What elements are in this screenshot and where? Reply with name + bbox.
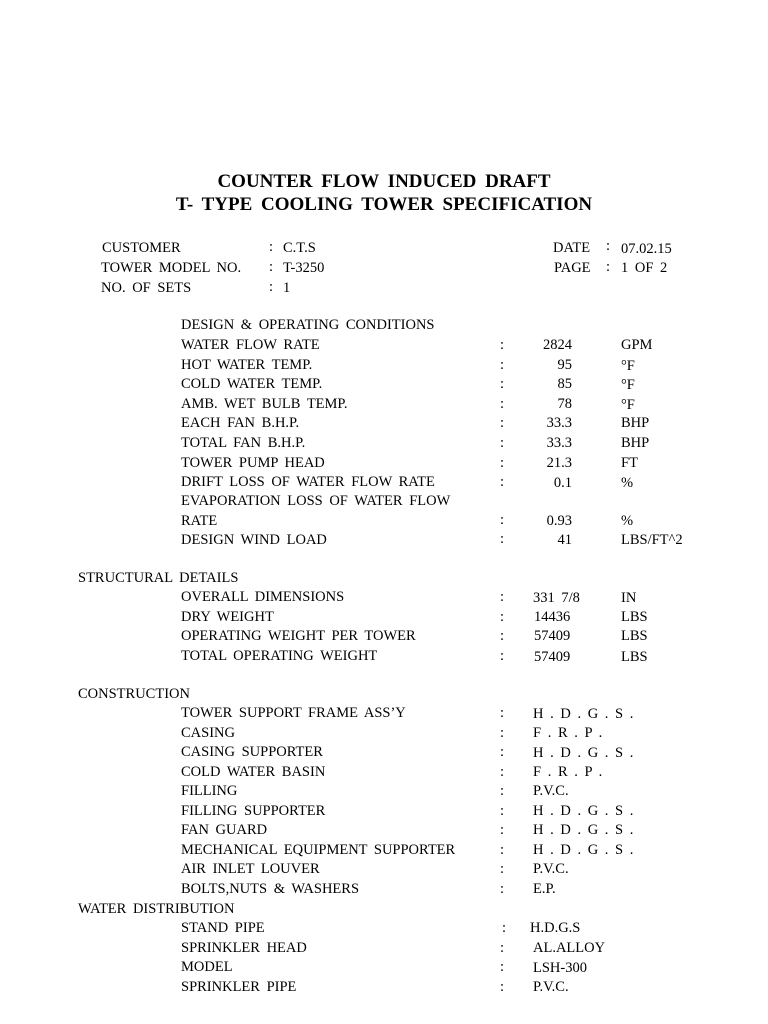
water-row-value: H.D.G.S — [530, 920, 581, 936]
design-heading: DESIGN & OPERATING CONDITIONS — [181, 317, 435, 333]
water-row-label: STAND PIPE — [181, 920, 265, 936]
construction-row-colon: : — [500, 744, 505, 760]
date-label: DATE — [553, 240, 591, 256]
design-row-value: 33.3 — [546, 415, 572, 431]
construction-row-label: FAN GUARD — [181, 822, 268, 838]
design-row-unit: GPM — [621, 337, 653, 353]
tower-model-colon: : — [269, 259, 274, 275]
design-row-unit: FT — [621, 455, 638, 471]
structural-row-value: 14436 — [534, 609, 571, 625]
construction-row-colon: : — [500, 725, 505, 741]
construction-row-colon: : — [500, 822, 505, 838]
no-of-sets-label: NO. OF SETS — [101, 280, 192, 296]
design-row-value: 85 — [557, 376, 572, 392]
construction-row-value: F . R . P . — [533, 725, 603, 741]
design-row-value: 95 — [557, 357, 572, 373]
design-row-unit: °F — [621, 358, 635, 374]
structural-row-value: 57409 — [534, 649, 571, 665]
wind-value: 41 — [557, 532, 572, 548]
structural-row-unit: IN — [621, 590, 637, 606]
structural-row-colon: : — [500, 609, 505, 625]
construction-row-value: H . D . G . S . — [533, 706, 634, 722]
construction-row-colon: : — [500, 705, 505, 721]
page-label: PAGE — [554, 260, 591, 276]
water-row-colon: : — [502, 920, 507, 936]
water-row-label: MODEL — [181, 959, 233, 975]
date-colon: : — [606, 238, 611, 254]
design-row-label: DRIFT LOSS OF WATER FLOW RATE — [181, 474, 435, 490]
design-row-label: HOT WATER TEMP. — [181, 357, 313, 373]
water-row-value: LSH-300 — [533, 960, 587, 976]
customer-colon: : — [269, 239, 274, 255]
construction-row-colon: : — [500, 842, 505, 858]
evap-value: 0.93 — [546, 513, 572, 529]
design-row-unit: BHP — [621, 415, 650, 431]
construction-row-value: H . D . G . S . — [533, 745, 634, 761]
construction-row-value: P.V.C. — [533, 861, 569, 877]
construction-row-label: BOLTS,NUTS & WASHERS — [181, 881, 360, 897]
construction-row-colon: : — [500, 783, 505, 799]
wind-colon: : — [500, 531, 505, 547]
structural-row-label: DRY WEIGHT — [181, 609, 274, 625]
design-row-label: TOWER PUMP HEAD — [181, 455, 325, 471]
tower-model-value: T-3250 — [283, 260, 325, 276]
design-row-colon: : — [500, 337, 505, 353]
evap-colon: : — [500, 512, 505, 528]
design-row-colon: : — [500, 455, 505, 471]
no-of-sets-value: 1 — [283, 280, 291, 296]
water-row-label: SPRINKLER HEAD — [181, 940, 307, 956]
construction-row-colon: : — [500, 764, 505, 780]
no-of-sets-colon: : — [269, 279, 274, 295]
construction-heading: CONSTRUCTION — [78, 686, 190, 702]
structural-row-unit: LBS — [621, 649, 648, 665]
design-row-unit: BHP — [621, 435, 650, 451]
construction-row-label: MECHANICAL EQUIPMENT SUPPORTER — [181, 842, 456, 858]
water-row-colon: : — [500, 959, 505, 975]
design-row-unit: °F — [621, 377, 635, 393]
construction-row-label: CASING SUPPORTER — [181, 744, 323, 760]
design-row-colon: : — [500, 435, 505, 451]
water-row-colon: : — [500, 979, 505, 995]
page-value: 1 OF 2 — [621, 260, 668, 276]
wind-unit: LBS/FT^2 — [621, 532, 683, 548]
page-colon: : — [606, 259, 611, 275]
structural-row-unit: LBS — [621, 609, 648, 625]
structural-row-colon: : — [500, 589, 505, 605]
wind-label: DESIGN WIND LOAD — [181, 532, 327, 548]
structural-heading: STRUCTURAL DETAILS — [78, 570, 239, 586]
structural-row-value: 331 7/8 — [533, 590, 580, 606]
construction-row-colon: : — [500, 803, 505, 819]
construction-row-label: TOWER SUPPORT FRAME ASS’Y — [181, 705, 406, 721]
construction-row-label: COLD WATER BASIN — [181, 764, 326, 780]
construction-row-label: FILLING — [181, 783, 238, 799]
design-row-value: 78 — [557, 396, 572, 412]
design-row-colon: : — [500, 396, 505, 412]
design-row-value: 0.1 — [553, 475, 572, 491]
construction-row-label: CASING — [181, 725, 235, 741]
design-row-label: COLD WATER TEMP. — [181, 376, 323, 392]
construction-row-label: FILLING SUPPORTER — [181, 803, 326, 819]
customer-value: C.T.S — [283, 240, 316, 256]
structural-row-value: 57409 — [534, 628, 571, 644]
document-title-line1: COUNTER FLOW INDUCED DRAFT — [217, 171, 551, 192]
date-value: 07.02.15 — [621, 241, 672, 257]
structural-row-colon: : — [500, 648, 505, 664]
construction-row-value: H . D . G . S . — [533, 842, 634, 858]
customer-label: CUSTOMER — [102, 240, 181, 256]
document-title-line2: T- TYPE COOLING TOWER SPECIFICATION — [175, 194, 593, 215]
structural-row-label: TOTAL OPERATING WEIGHT — [181, 648, 378, 664]
design-row-unit: °F — [621, 397, 635, 413]
construction-row-value: H . D . G . S . — [533, 822, 634, 838]
design-row-label: WATER FLOW RATE — [181, 337, 320, 353]
construction-row-value: H . D . G . S . — [533, 803, 634, 819]
tower-model-label: TOWER MODEL NO. — [101, 260, 242, 276]
construction-row-value: F . R . P . — [533, 764, 603, 780]
design-row-value: 2824 — [543, 337, 572, 353]
evap-label-line2: RATE — [181, 513, 218, 529]
evap-unit: % — [621, 513, 634, 529]
construction-row-label: AIR INLET LOUVER — [181, 861, 320, 877]
design-row-label: EACH FAN B.H.P. — [181, 415, 300, 431]
design-row-colon: : — [500, 474, 505, 490]
design-row-label: AMB. WET BULB TEMP. — [181, 396, 348, 412]
water-row-value: P.V.C. — [533, 979, 569, 995]
evap-label-line1: EVAPORATION LOSS OF WATER FLOW — [181, 493, 451, 509]
design-row-colon: : — [500, 376, 505, 392]
construction-row-colon: : — [500, 861, 505, 877]
design-row-value: 33.3 — [546, 435, 572, 451]
design-row-colon: : — [500, 415, 505, 431]
design-row-value: 21.3 — [546, 455, 572, 471]
construction-row-colon: : — [500, 881, 505, 897]
construction-row-value: P.V.C. — [533, 783, 569, 799]
structural-row-label: OPERATING WEIGHT PER TOWER — [181, 628, 416, 644]
water-row-value: AL.ALLOY — [533, 940, 606, 956]
water-distribution-heading: WATER DISTRIBUTION — [78, 901, 235, 917]
construction-row-value: E.P. — [533, 881, 556, 897]
structural-row-label: OVERALL DIMENSIONS — [181, 589, 345, 605]
structural-row-unit: LBS — [621, 628, 648, 644]
design-row-colon: : — [500, 357, 505, 373]
design-row-unit: % — [621, 475, 634, 491]
water-row-colon: : — [500, 940, 505, 956]
structural-row-colon: : — [500, 628, 505, 644]
water-row-label: SPRINKLER PIPE — [181, 979, 297, 995]
design-row-label: TOTAL FAN B.H.P. — [181, 435, 306, 451]
